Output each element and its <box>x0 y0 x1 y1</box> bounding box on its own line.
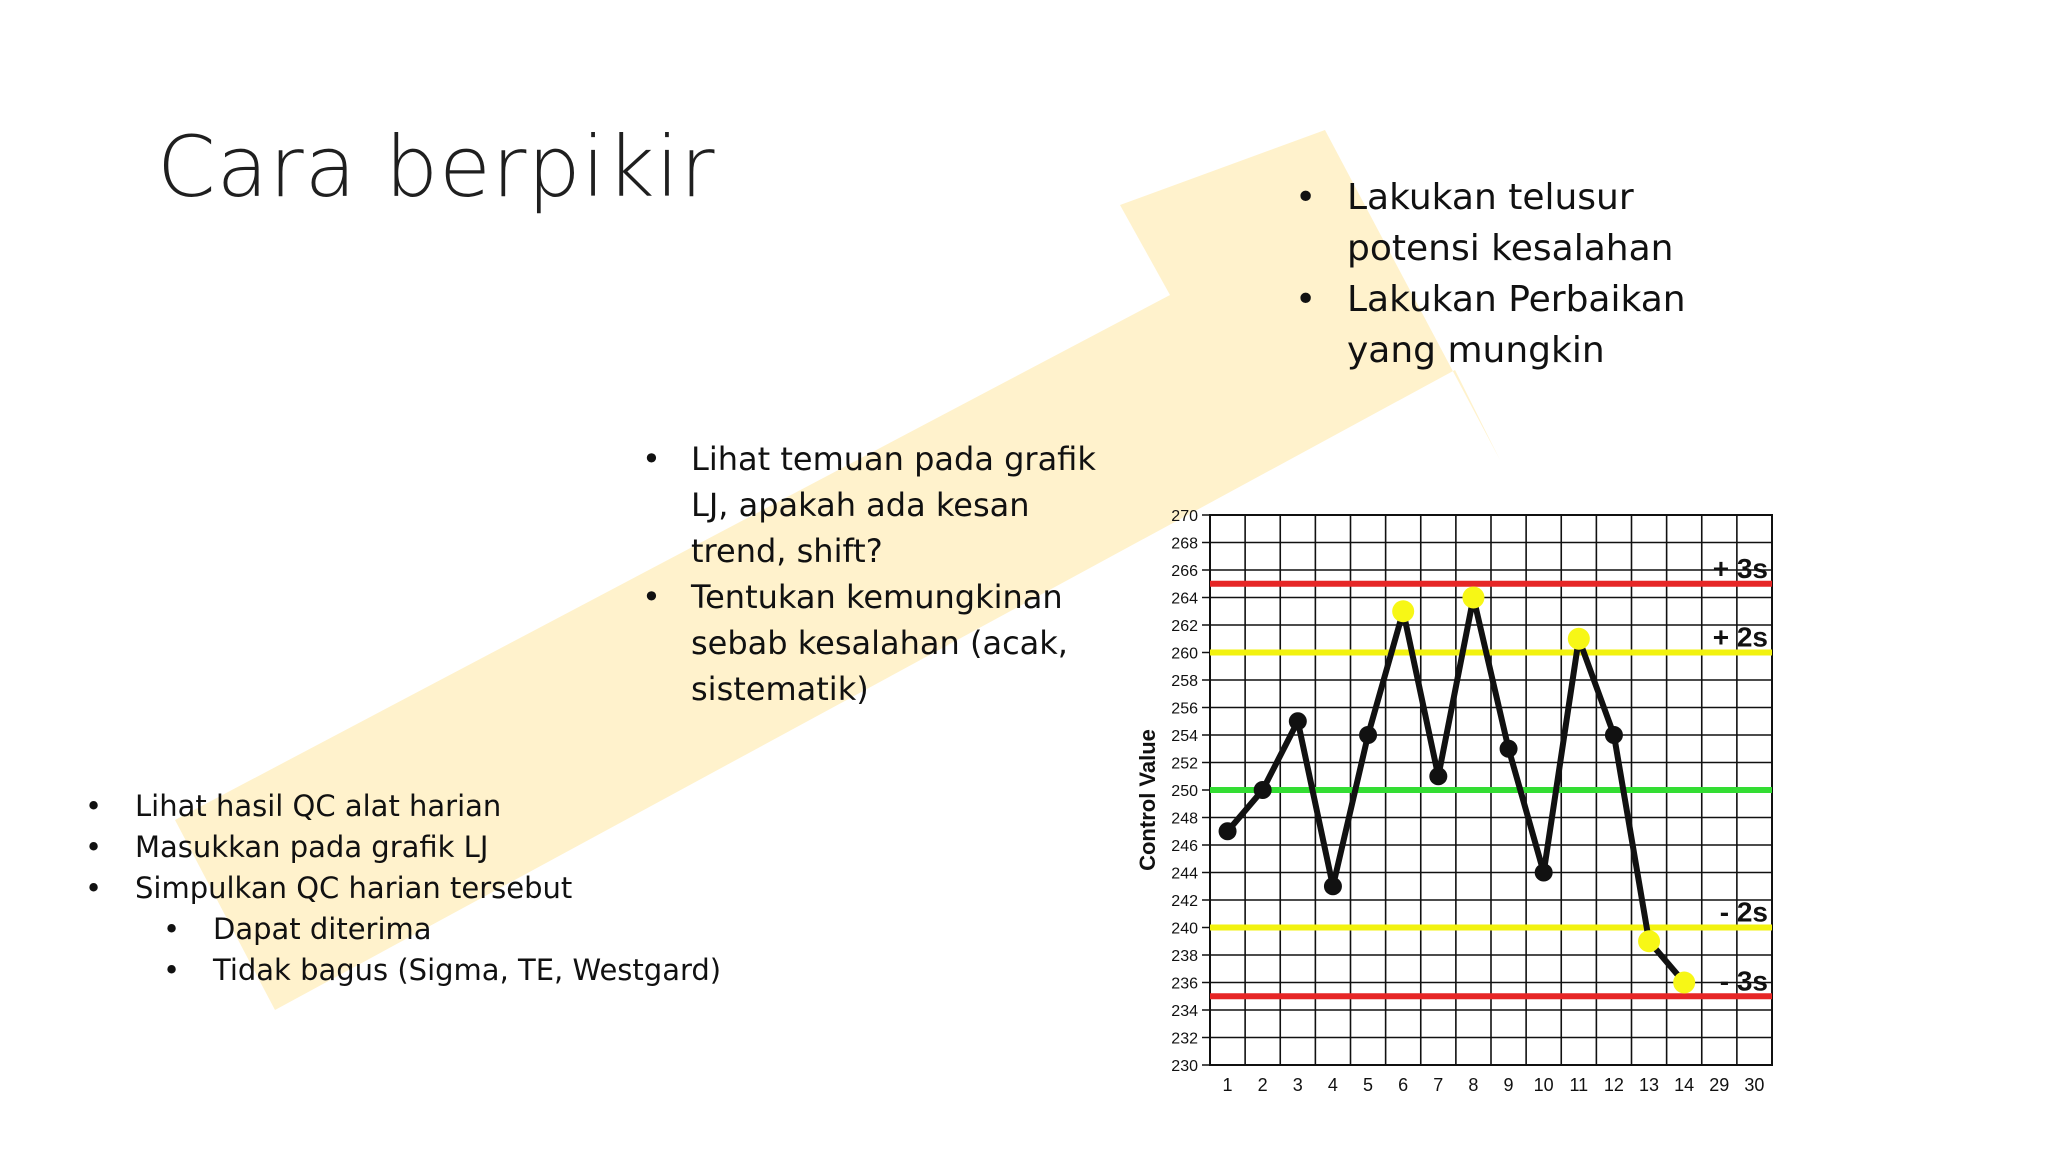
y-tick-label: 232 <box>1171 1030 1198 1048</box>
data-point <box>1429 767 1447 785</box>
y-tick-label: 266 <box>1171 563 1198 580</box>
y-tick-label: 256 <box>1171 700 1198 718</box>
x-tick-label: 7 <box>1433 1075 1444 1095</box>
x-tick-label: 6 <box>1398 1075 1409 1095</box>
data-point <box>1500 740 1518 758</box>
control-limit-label: + 2s <box>1712 621 1768 653</box>
x-tick-label: 4 <box>1327 1075 1338 1095</box>
y-tick-label: 230 <box>1171 1058 1198 1075</box>
x-tick-label: 2 <box>1257 1075 1268 1095</box>
step-3-item: • Lakukan telusur potensi kesalahan <box>1295 172 1715 274</box>
data-point <box>1324 877 1342 895</box>
data-point <box>1605 726 1623 744</box>
step-1-item: • Lihat hasil QC alat harian <box>85 786 721 827</box>
y-tick-label: 238 <box>1171 948 1198 965</box>
x-tick-label: 12 <box>1603 1075 1624 1095</box>
data-point <box>1638 930 1660 952</box>
x-tick-label: 5 <box>1363 1075 1374 1095</box>
x-tick-label: 29 <box>1709 1075 1730 1095</box>
y-tick-label: 236 <box>1171 975 1198 993</box>
data-point <box>1289 712 1307 730</box>
data-point <box>1254 781 1272 799</box>
step-1-list <box>85 786 721 991</box>
step-2-item: • Tentukan kemungkinan sebab kesalahan (acak, sistematik) <box>642 574 1112 712</box>
x-tick-label: 9 <box>1503 1075 1514 1095</box>
data-point <box>1359 726 1377 744</box>
y-tick-label: 234 <box>1171 1003 1198 1020</box>
control-limit-label: - 2s <box>1719 896 1768 928</box>
y-tick-label: 268 <box>1171 535 1198 553</box>
y-axis-label: Control Value <box>1135 729 1160 871</box>
y-tick-label: 262 <box>1171 618 1198 635</box>
data-point <box>1219 822 1237 840</box>
y-tick-label: 264 <box>1171 590 1198 608</box>
y-tick-label: 260 <box>1171 645 1198 663</box>
y-tick-label: 248 <box>1171 810 1198 828</box>
y-tick-label: 242 <box>1171 893 1198 910</box>
control-limit-label: + 3s <box>1712 552 1768 584</box>
step-1-sub-item: • Dapat diterima <box>85 909 721 950</box>
x-tick-label: 11 <box>1569 1075 1589 1095</box>
step-3-item: • Lakukan Perbaikan yang mungkin <box>1295 274 1715 376</box>
y-tick-label: 250 <box>1171 783 1198 800</box>
data-point <box>1392 600 1414 622</box>
data-point <box>1535 864 1553 882</box>
x-tick-label: 3 <box>1292 1075 1303 1095</box>
data-point <box>1462 587 1484 609</box>
x-tick-label: 30 <box>1744 1075 1765 1095</box>
step-1-item: • Simpulkan QC harian tersebut <box>85 868 721 909</box>
step-2-item: • Lihat temuan pada grafik LJ, apakah ada kesan trend, shift? <box>642 436 1112 574</box>
step-2-list <box>642 436 1112 712</box>
y-tick-label: 252 <box>1171 755 1198 773</box>
y-tick-label: 244 <box>1171 865 1198 883</box>
step-1-sub-item: • Tidak bagus (Sigma, TE, Westgard) <box>85 950 721 991</box>
y-tick-label: 240 <box>1171 920 1198 938</box>
slide-title: Cara berpikir <box>157 118 716 216</box>
y-tick-label: 254 <box>1171 728 1198 745</box>
x-tick-label: 8 <box>1468 1075 1479 1095</box>
y-tick-label: 270 <box>1171 508 1198 525</box>
data-point <box>1568 628 1590 650</box>
x-tick-label: 14 <box>1674 1075 1695 1095</box>
x-tick-label: 10 <box>1533 1075 1554 1095</box>
levey-jennings-chart <box>1120 505 1800 1110</box>
x-tick-label: 1 <box>1222 1075 1233 1095</box>
data-point <box>1673 972 1695 994</box>
x-tick-label: 13 <box>1639 1075 1660 1095</box>
y-tick-label: 258 <box>1171 673 1198 690</box>
y-tick-label: 246 <box>1171 838 1198 855</box>
step-1-item: • Masukkan pada grafik LJ <box>85 827 721 868</box>
control-limit-label: - 3s <box>1719 965 1768 997</box>
step-3-list <box>1295 172 1715 376</box>
